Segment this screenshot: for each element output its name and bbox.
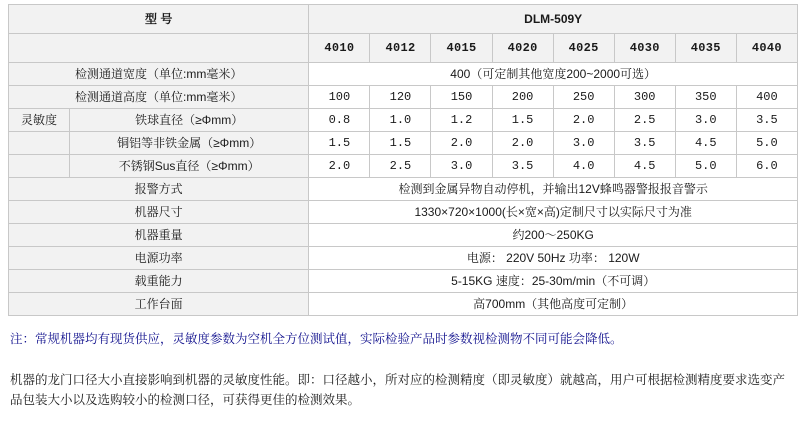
row-label: 工作台面 <box>9 293 309 316</box>
table-row-channel-width <box>9 63 798 86</box>
row-value: 2.5 <box>370 155 431 178</box>
row-label: 机器重量 <box>9 224 309 247</box>
sensitivity-group-label: 灵敏度 <box>9 109 70 131</box>
table-row-load-capacity <box>9 270 798 293</box>
table-header-row <box>9 5 798 34</box>
row-value: 4.5 <box>675 132 736 155</box>
row-merged-value: 约200～250KG <box>309 224 798 247</box>
model-cell: 4025 <box>553 34 614 63</box>
row-label: 检测通道宽度（单位:mm毫米） <box>9 63 309 86</box>
row-value: 2.0 <box>492 132 553 155</box>
table-row-nonferrous <box>9 132 798 155</box>
note-primary: 注：常规机器均有现货供应，灵敏度参数为空机全方位测试值，实际检验产品时参数视检测物不同可能会降低。 <box>10 332 623 346</box>
row-value: 250 <box>553 86 614 109</box>
row-value: 3.5 <box>492 155 553 178</box>
model-cell: 4012 <box>370 34 431 63</box>
specification-table <box>8 4 798 316</box>
row-value: 150 <box>431 86 492 109</box>
table-row-stainless <box>9 155 798 178</box>
sensitivity-group-spacer <box>9 155 70 177</box>
row-value: 2.0 <box>553 109 614 132</box>
series-name-cell: DLM-509Y <box>309 5 798 34</box>
row-merged-value: 400（可定制其他宽度200~2000可选） <box>309 63 798 86</box>
table-row-machine-size <box>9 201 798 224</box>
row-value: 5.0 <box>675 155 736 178</box>
model-cell: 4040 <box>736 34 797 63</box>
row-label: 铁球直径（≥Φmm） <box>135 113 244 127</box>
model-number-blank-cell <box>9 34 309 63</box>
row-value: 300 <box>614 86 675 109</box>
model-cell: 4020 <box>492 34 553 63</box>
row-value: 100 <box>309 86 370 109</box>
row-value: 1.0 <box>370 109 431 132</box>
table-row-alarm <box>9 178 798 201</box>
row-value: 4.0 <box>553 155 614 178</box>
row-value: 6.0 <box>736 155 797 178</box>
row-value: 200 <box>492 86 553 109</box>
row-value: 1.5 <box>309 132 370 155</box>
sensitivity-group-spacer <box>9 132 70 154</box>
row-value: 120 <box>370 86 431 109</box>
table-row-channel-height <box>9 86 798 109</box>
row-merged-value: 检测到金属异物自动停机，并输出12V蜂鸣器警报报音警示 <box>309 178 798 201</box>
row-value: 3.5 <box>736 109 797 132</box>
table-row-power <box>9 247 798 270</box>
row-value: 1.5 <box>370 132 431 155</box>
model-cell: 4010 <box>309 34 370 63</box>
sensitivity-group-cell-3 <box>9 155 309 178</box>
table-row-machine-weight <box>9 224 798 247</box>
model-cell: 4015 <box>431 34 492 63</box>
sensitivity-group-cell <box>9 109 309 132</box>
row-value: 3.5 <box>614 132 675 155</box>
model-cell: 4035 <box>675 34 736 63</box>
row-merged-value: 5-15KG 速度：25-30m/min（不可调） <box>309 270 798 293</box>
row-value: 5.0 <box>736 132 797 155</box>
row-merged-value: 1330×720×1000(长×宽×高)定制尺寸以实际尺寸为准 <box>309 201 798 224</box>
row-label: 检测通道高度（单位:mm毫米） <box>9 86 309 109</box>
row-value: 3.0 <box>553 132 614 155</box>
row-value: 350 <box>675 86 736 109</box>
row-value: 3.0 <box>431 155 492 178</box>
row-value: 2.5 <box>614 109 675 132</box>
sensitivity-group-cell-2 <box>9 132 309 155</box>
table-row-worktable <box>9 293 798 316</box>
row-label: 报警方式 <box>9 178 309 201</box>
table-row-iron-ball <box>9 109 798 132</box>
row-merged-value: 电源： 220V 50Hz 功率： 120W <box>309 247 798 270</box>
row-label: 电源功率 <box>9 247 309 270</box>
model-number-row <box>9 34 798 63</box>
row-label: 机器尺寸 <box>9 201 309 224</box>
row-value: 0.8 <box>309 109 370 132</box>
row-value: 3.0 <box>675 109 736 132</box>
row-value: 1.2 <box>431 109 492 132</box>
row-value: 2.0 <box>309 155 370 178</box>
model-label-cell: 型 号 <box>9 5 309 34</box>
model-cell: 4030 <box>614 34 675 63</box>
row-value: 1.5 <box>492 109 553 132</box>
row-value: 4.5 <box>614 155 675 178</box>
row-label: 载重能力 <box>9 270 309 293</box>
spec-sheet <box>0 4 806 410</box>
row-label: 铜铝等非铁金属（≥Φmm） <box>117 136 262 150</box>
row-merged-value: 高700mm（其他高度可定制） <box>309 293 798 316</box>
row-value: 400 <box>736 86 797 109</box>
note-secondary: 机器的龙门口径大小直接影响到机器的灵敏度性能。即：口径越小，所对应的检测精度（即灵敏度）就越高，用户可根据检测精度要求选变产品包装大小以及选购较小的检测口径，可获得更佳的检测效果。 <box>10 373 786 407</box>
row-value: 2.0 <box>431 132 492 155</box>
row-label: 不锈钢Sus直径（≥Φmm） <box>118 159 260 173</box>
